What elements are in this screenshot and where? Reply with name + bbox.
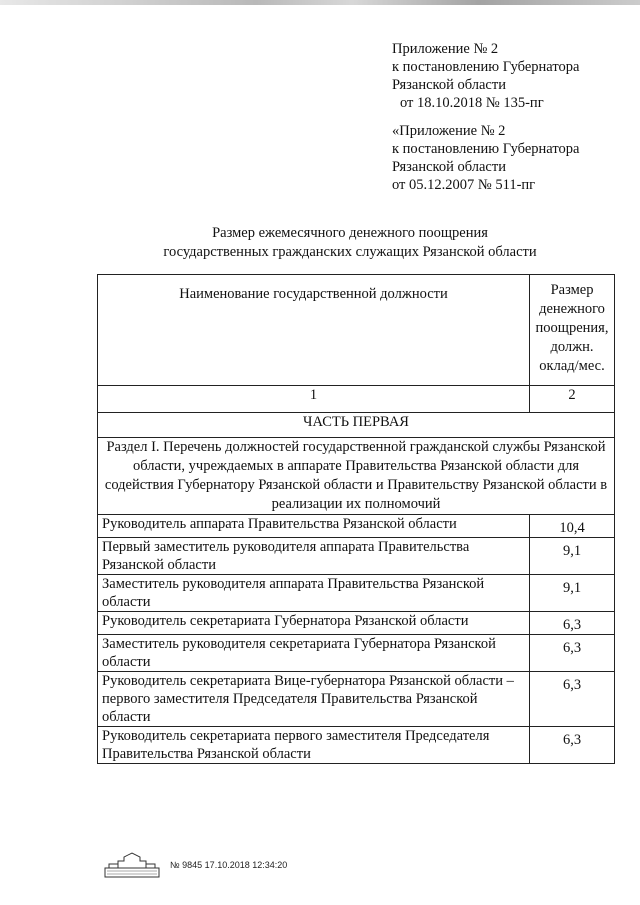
position-name: Заместитель руководителя аппарата Правительства Рязанской области (98, 575, 530, 612)
bonus-value: 6,3 (530, 727, 615, 764)
position-name: Руководитель секретариата Губернатора Рязанской области (98, 612, 530, 635)
title-line-2: государственных гражданских служащих Рязанской области (163, 244, 537, 260)
position-name: Руководитель секретариата Вице-губернатора Рязанской области – первого заместителя Председателя Правительства Рязанской области (98, 672, 530, 727)
position-name: Первый заместитель руководителя аппарата Правительства Рязанской области (98, 538, 530, 575)
original-appendix-date: от 05.12.2007 № 511-пг (392, 177, 536, 193)
appendix-date: от 18.10.2018 № 135-пг (400, 95, 544, 111)
section-row (98, 438, 615, 515)
registration-number: № 9845 17.10.2018 12:34:20 (170, 860, 288, 870)
table-row (98, 727, 615, 764)
original-appendix-ref: к постановлению Губернатора (392, 141, 580, 157)
original-appendix-number: «Приложение № 2 (392, 123, 506, 139)
title-line-1: Размер ежемесячного денежного поощрения (212, 225, 488, 241)
position-name: Руководитель аппарата Правительства Рязанской области (98, 515, 530, 538)
table-header-row (98, 275, 615, 386)
document-title (0, 224, 640, 262)
position-name: Руководитель секретариата первого заместителя Председателя Правительства Рязанской области (98, 727, 530, 764)
appendix-ref: к постановлению Губернатора (392, 59, 580, 75)
table-row (98, 515, 615, 538)
appendix-number: Приложение № 2 (392, 41, 499, 57)
column-number-2: 2 (530, 386, 615, 413)
position-name: Заместитель руководителя секретариата Губернатора Рязанской области (98, 635, 530, 672)
table-row (98, 612, 615, 635)
section-title: Раздел I. Перечень должностей государственной гражданской службы Рязанской области, учреждаемых в аппарате Правительства Рязанской области для содействия Губернатору Рязанской области и Правительству Рязанской области в реализации их полномочий (98, 438, 615, 515)
bonus-value: 6,3 (530, 612, 615, 635)
bonus-value: 9,1 (530, 575, 615, 612)
column-number-1: 1 (98, 386, 530, 413)
part-title: ЧАСТЬ ПЕРВАЯ (98, 413, 615, 438)
table-row (98, 538, 615, 575)
bonus-value: 9,1 (530, 538, 615, 575)
appendix-region: Рязанской области (392, 77, 506, 93)
table-row (98, 575, 615, 612)
bonus-table (97, 274, 615, 764)
column-number-row (98, 386, 615, 413)
appendix-header (392, 40, 579, 112)
bonus-value: 10,4 (530, 515, 615, 538)
column-header-value: Размер денежного поощрения, должн. оклад/мес. (530, 275, 615, 386)
bonus-value: 6,3 (530, 635, 615, 672)
original-appendix-header (392, 122, 579, 194)
original-appendix-region: Рязанской области (392, 159, 506, 175)
registry-stamp-icon (104, 852, 160, 878)
table-row (98, 672, 615, 727)
bonus-value: 6,3 (530, 672, 615, 727)
scan-top-edge (0, 0, 640, 5)
column-header-name: Наименование государственной должности (98, 275, 530, 386)
table-row (98, 635, 615, 672)
part-row (98, 413, 615, 438)
